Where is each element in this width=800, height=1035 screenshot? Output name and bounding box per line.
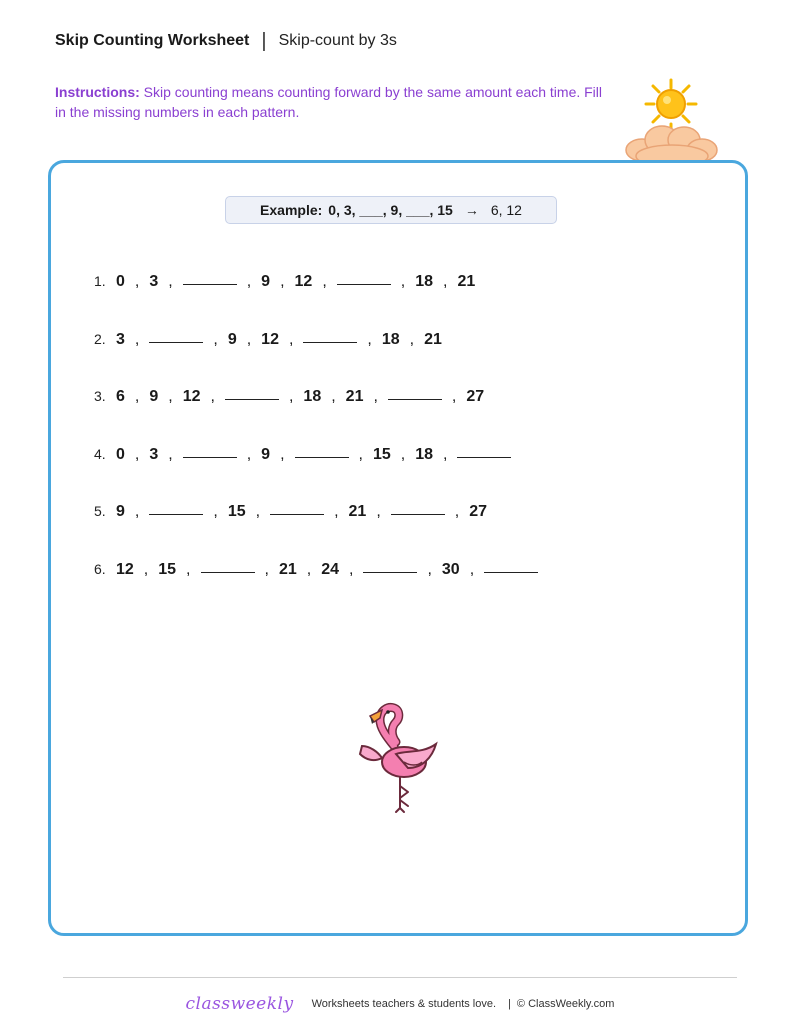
sequence-number: 21 <box>457 273 476 290</box>
answer-blank[interactable] <box>391 500 445 515</box>
sequence-number: 3 <box>149 445 159 463</box>
comma-separator: , <box>134 388 140 405</box>
comma-separator: , <box>168 388 173 405</box>
footer <box>0 994 800 1014</box>
comma-separator: , <box>322 273 327 290</box>
sequence-number: 21 <box>424 330 442 348</box>
example-box <box>225 196 557 224</box>
answer-blank[interactable] <box>337 270 391 285</box>
problem-number: 2. <box>94 330 106 347</box>
comma-separator: , <box>134 445 140 463</box>
sequence-number: 0 <box>116 445 125 463</box>
worksheet-subtitle: Skip-count by 3s <box>278 32 397 49</box>
footer-divider <box>63 977 737 978</box>
comma-separator: , <box>400 445 406 463</box>
answer-blank[interactable] <box>201 558 255 573</box>
problem-number: 1. <box>94 273 106 289</box>
sequence-number: 18 <box>415 273 434 290</box>
comma-separator: , <box>246 330 252 348</box>
sequence-number: 15 <box>372 445 391 463</box>
sequence-number: 27 <box>469 503 488 520</box>
answer-blank[interactable] <box>388 385 442 400</box>
example-label: Example: <box>260 202 323 218</box>
problem-row <box>94 501 538 523</box>
answer-blank[interactable] <box>183 443 237 458</box>
answer-blank[interactable] <box>303 328 357 343</box>
sequence-number: 9 <box>227 330 237 348</box>
sequence-number: 12 <box>182 388 201 405</box>
sequence-number: 9 <box>149 388 159 405</box>
problem-list <box>94 271 538 616</box>
comma-separator: , <box>134 273 140 290</box>
comma-separator: , <box>288 330 294 348</box>
example-sequence: 0, 3, ___, 9, ___, 15 <box>328 202 453 218</box>
comma-separator: , <box>306 560 312 578</box>
answer-blank[interactable] <box>225 385 279 400</box>
sun-on-cloud-icon <box>622 76 720 172</box>
comma-separator: , <box>255 503 261 520</box>
comma-separator: , <box>288 388 294 405</box>
instructions <box>55 82 615 122</box>
example-answer: 6, 12 <box>490 202 522 218</box>
comma-separator: , <box>376 503 381 520</box>
brand-logo: classweekly <box>185 994 294 1014</box>
worksheet-header <box>55 30 397 52</box>
sequence-number: 3 <box>116 330 125 348</box>
sequence-number: 21 <box>278 560 297 578</box>
answer-blank[interactable] <box>149 500 203 515</box>
comma-separator: , <box>143 560 149 578</box>
comma-separator: , <box>280 445 285 463</box>
flamingo-icon <box>356 700 444 816</box>
footer-separator: | <box>508 998 511 1010</box>
comma-separator: , <box>246 445 252 463</box>
sequence-number: 12 <box>116 560 134 578</box>
comma-separator: , <box>349 560 354 578</box>
comma-separator: , <box>213 503 218 520</box>
sequence-number: 12 <box>261 330 279 348</box>
sequence-number: 12 <box>294 273 313 290</box>
sequence-number: 18 <box>381 330 400 348</box>
sequence-number: 0 <box>116 273 125 290</box>
sequence-number: 9 <box>261 273 271 290</box>
sequence-number: 30 <box>441 560 460 578</box>
answer-blank[interactable] <box>183 270 237 285</box>
sequence-number: 27 <box>466 388 485 405</box>
instructions-label: Instructions: <box>55 84 140 100</box>
answer-blank[interactable] <box>457 443 511 458</box>
sequence-number: 18 <box>303 388 322 405</box>
comma-separator: , <box>373 388 378 405</box>
answer-blank[interactable] <box>295 443 349 458</box>
comma-separator: , <box>367 330 372 348</box>
problem-number: 5. <box>94 503 106 519</box>
comma-separator: , <box>186 560 191 578</box>
comma-separator: , <box>168 445 173 463</box>
problem-row <box>94 386 538 408</box>
comma-separator: , <box>358 445 363 463</box>
answer-blank[interactable] <box>363 558 417 573</box>
sequence-number: 18 <box>415 445 434 463</box>
comma-separator: , <box>134 503 140 520</box>
sequence-number: 21 <box>348 503 367 520</box>
sequence-number: 6 <box>116 388 125 405</box>
comma-separator: , <box>280 273 285 290</box>
answer-blank[interactable] <box>484 558 538 573</box>
answer-blank[interactable] <box>149 328 203 343</box>
sequence-number: 9 <box>261 445 271 463</box>
footer-copyright: © ClassWeekly.com <box>516 998 615 1010</box>
problem-number: 3. <box>94 388 106 404</box>
problem-number: 6. <box>94 560 106 577</box>
comma-separator: , <box>334 503 339 520</box>
sequence-number: 15 <box>227 503 246 520</box>
sequence-number: 3 <box>149 273 159 290</box>
example-arrow: → <box>464 202 479 218</box>
comma-separator: , <box>213 330 218 348</box>
comma-separator: , <box>427 560 432 578</box>
comma-separator: , <box>443 273 448 290</box>
worksheet-title: Skip Counting Worksheet <box>55 32 250 49</box>
comma-separator: , <box>454 503 460 520</box>
comma-separator: , <box>210 388 215 405</box>
answer-blank[interactable] <box>270 500 324 515</box>
footer-tagline: Worksheets teachers & students love. <box>311 998 497 1010</box>
comma-separator: , <box>409 330 415 348</box>
comma-separator: , <box>168 273 173 290</box>
comma-separator: , <box>400 273 406 290</box>
header-separator: | <box>261 29 267 52</box>
comma-separator: , <box>264 560 269 578</box>
problem-row <box>94 444 538 466</box>
comma-separator: , <box>443 445 448 463</box>
sequence-number: 21 <box>345 388 364 405</box>
sequence-number: 9 <box>116 503 125 520</box>
sequence-number: 24 <box>321 560 339 578</box>
problem-row <box>94 559 538 581</box>
comma-separator: , <box>451 388 457 405</box>
problem-row <box>94 329 538 351</box>
comma-separator: , <box>331 388 336 405</box>
comma-separator: , <box>469 560 475 578</box>
problem-number: 4. <box>94 445 106 462</box>
comma-separator: , <box>134 330 140 348</box>
sequence-number: 15 <box>158 560 177 578</box>
comma-separator: , <box>246 273 252 290</box>
problem-row <box>94 271 538 293</box>
instructions-text: Skip counting means counting forward by the same amount each time. Fill in the missing numbers in each pattern. <box>55 84 603 120</box>
